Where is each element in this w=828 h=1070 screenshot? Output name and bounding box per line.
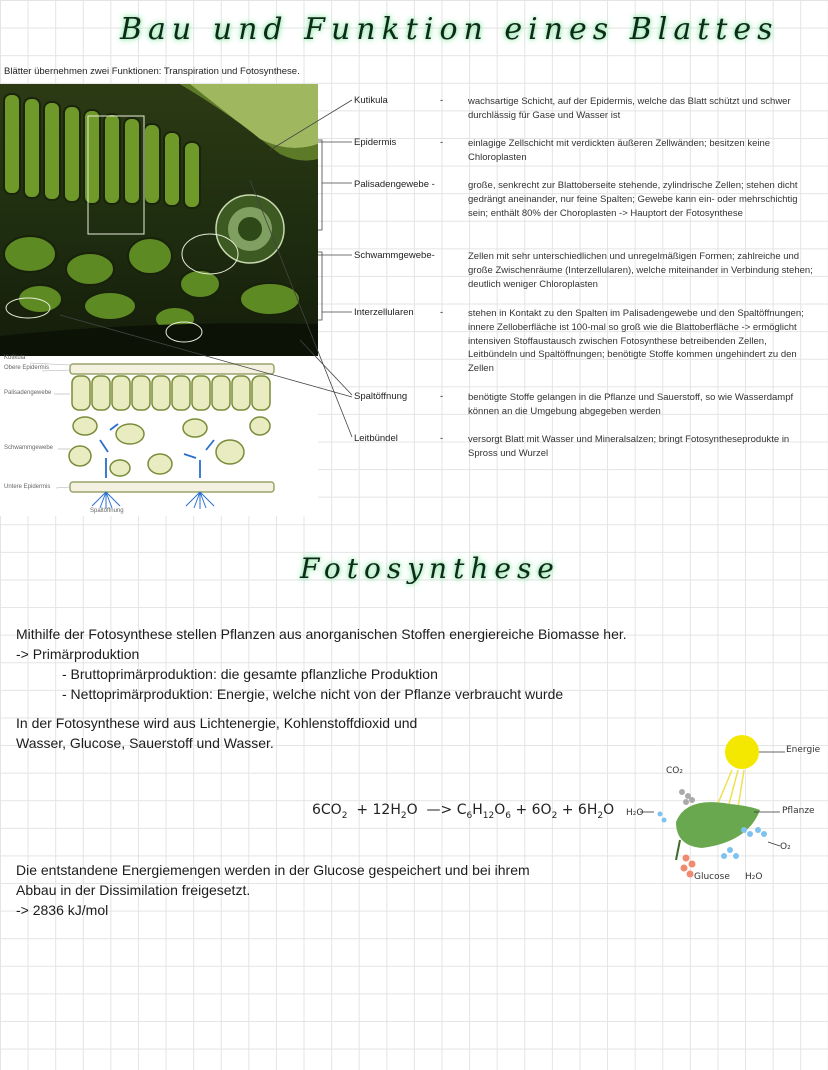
paragraph-fotosynthese-process-1: In der Fotosynthese wird aus Lichtenergie, Kohlenstoffdioxid und [16, 715, 418, 731]
diagram-label-untere-epidermis: Untere Epidermis [4, 484, 51, 490]
label-leitbuendel: Leitbündel [354, 433, 398, 444]
label-palisadengewebe: Palisadengewebe - [354, 179, 435, 190]
definition-leitbuendel: versorgt Blatt mit Wasser und Mineralsalzen; bringt Fotosyntheseprodukte in Spross und Wurzel [468, 434, 790, 459]
diagram-label-obere-epidermis: Obere Epidermis [4, 365, 50, 371]
definition-palisadengewebe: große, senkrecht zur Blattoberseite stehende, zylindrische Zellen; stehen dicht gedrängt aneinander, nur feine Spalten; Gewebe kann ein- oder mehrschichtig sein; enthält 80% der Choroplasten -> Hauptort der Fotosynthese [468, 180, 798, 219]
dash: - [440, 95, 444, 106]
page-title: Bau und Funktion eines Blattes [120, 12, 779, 47]
section-title-fotosynthese: Fotosynthese [300, 552, 560, 585]
diagram-label-schwammgewebe: Schwammgewebe [4, 445, 54, 451]
energy-value: -> 2836 kJ/mol [16, 902, 109, 918]
bruttoprimaerproduktion-line: - Bruttoprimärproduktion: die gesamte pflanzliche Produktion [62, 666, 438, 682]
paragraph-energy-1: Die entstandene Energiemengen werden in der Glucose gespeichert und bei ihrem [16, 862, 530, 878]
definition-epidermis: einlagige Zellschicht mit verdickten äußeren Zellwänden; besitzen keine Chloroplasten [468, 138, 771, 163]
dash: - [440, 391, 444, 402]
label-schwammgewebe: Schwammgewebe- [354, 250, 435, 261]
label-interzellularen: Interzellularen [354, 307, 414, 318]
definition-schwammgewebe: Zellen mit sehr unterschiedlichen und unregelmäßigen Formen; zahlreiche und große Zwischenräume (Interzellularen), welche miteinander in Verbindung stehen; deutlich weniger Chloroplasten [468, 251, 813, 290]
definition-interzellularen: stehen in Kontakt zu den Spalten im Palisadengewebe und den Spaltöffnungen; innere Zelloberfläche ist 100-mal so groß wie die Blattoberfläche -> ermöglicht intensiven Stoffaustausch zwischen Fotosynthese betreibenden Zellen, Leitbündeln und Spaltöffnungen; benötigte Stoffe kommen ungehindert zu den Zellen [468, 308, 804, 375]
paragraph-fotosynthese-intro: Mithilfe der Fotosynthese stellen Pflanzen aus anorganischen Stoffen energiereiche Biomasse her. [16, 626, 627, 642]
paragraph-energy-2: Abbau in der Dissimilation freigesetzt. [16, 882, 251, 898]
label-h2o-bottom: H₂O [745, 872, 763, 882]
photosynthesis-equation: $6CO_2 + 12H_2O$ —> $C_6H_{12}O_6 + 6O_2 + 6H_2O$ [312, 802, 615, 821]
label-pflanze: Pflanze [782, 806, 815, 816]
label-glucose: Glucose [694, 872, 730, 882]
label-co2: CO₂ [666, 766, 683, 776]
intro-text: Blätter übernehmen zwei Funktionen: Transpiration und Fotosynthese. [4, 66, 300, 77]
label-kutikula: Kutikula [354, 95, 388, 106]
label-spaltoeffnung: Spaltöffnung [354, 391, 408, 402]
label-energie: Energie [786, 745, 821, 755]
dash: - [440, 307, 444, 318]
nettoprimaerproduktion-line: - Nettoprimärproduktion: Energie, welche nicht von der Pflanze verbraucht wurde [62, 686, 564, 702]
diagram-label-palisadengewebe: Palisadengewebe [4, 390, 52, 396]
dash: - [440, 137, 444, 148]
paragraph-fotosynthese-process-2: Wasser, Glucose, Sauerstoff und Wasser. [16, 735, 274, 751]
label-epidermis: Epidermis [354, 137, 397, 148]
definition-spaltoeffnung: benötigte Stoffe gelangen in die Pflanze und Sauerstoff, so wie Wasserdampf können an die Umgebung abgegeben werden [468, 392, 794, 417]
label-o2: O₂ [780, 842, 791, 852]
diagram-label-kutikula: Kutikula [4, 355, 26, 361]
primaerproduktion-line: -> Primärproduktion [16, 646, 140, 662]
label-h2o-left: H₂O [626, 808, 644, 818]
dash: - [440, 433, 444, 444]
definition-kutikula: wachsartige Schicht, auf der Epidermis, welche das Blatt schützt und schwer durchlässig für Gase und Wasser ist [468, 96, 791, 121]
diagram-label-spaltoeffnung: Spaltöffnung [90, 508, 124, 514]
